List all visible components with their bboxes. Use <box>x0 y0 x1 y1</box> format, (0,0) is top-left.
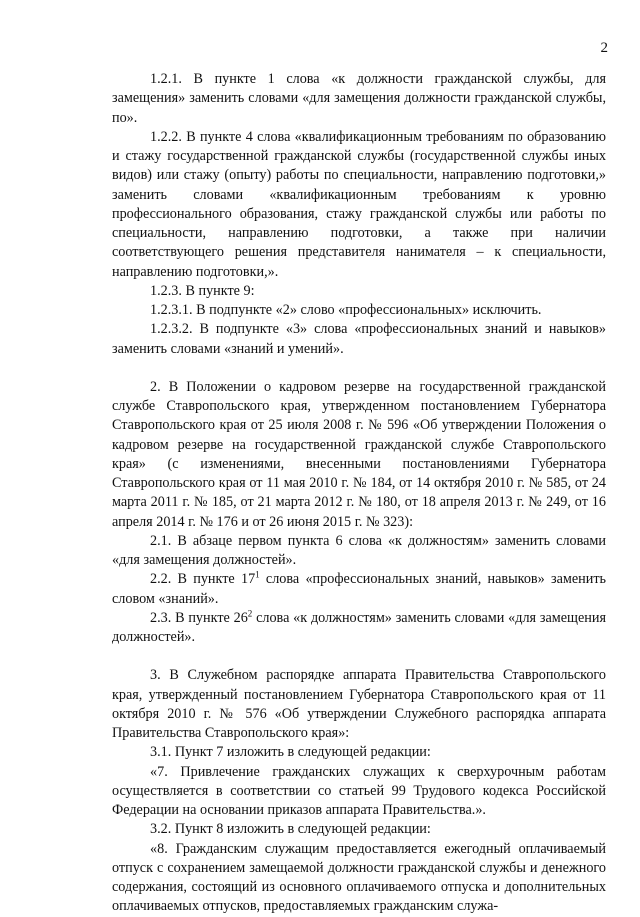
paragraph-2-3-start: 2.3. В пункте 26 <box>150 609 248 626</box>
page-number: 2 <box>600 40 608 56</box>
paragraph-1-2-3-1: 1.2.3.1. В подпункте «2» слово «профессиональных» исключить. <box>150 302 542 318</box>
paragraph-1-2-2: 1.2.2. В пункте 4 слова «квалификационным требованиям по образованию и стажу государственной гражданской службы (государственной службы иных видов) или стажу (опыту) работы по специальности, направлению подготовки,» заменить словами «квалификационным требованиям к уровню профессионального образования, стажу гражданской службы или работы по специальности, направлению подготовки, а также при наличии соответствующего решения представителя нанимателя – к специальности, направлению подготовки,». <box>112 128 606 280</box>
paragraph-1-2-3-2: 1.2.3.2. В подпункте «3» слова «профессиональных знаний и навыков» заменить словами «знаний и умений». <box>112 321 606 357</box>
paragraph-3-1: 3.1. Пункт 7 изложить в следующей редакции: <box>150 744 431 761</box>
paragraph-3-2: 3.2. Пункт 8 изложить в следующей редакции: <box>150 821 431 838</box>
document-body <box>112 70 606 917</box>
paragraph-3: 3. В Служебном распорядке аппарата Правительства Ставропольского края, утвержденный постановлением Губернатора Ставропольского края от 11 октября 2010 г. № 576 «Об утверждении Служебного распорядка аппарата Правительства Ставропольского края»: <box>112 667 606 741</box>
paragraph-3-1-text: «7. Привлечение гражданских служащих к сверхурочным работам осуществляется в соответствии со статьей 99 Трудового кодекса Российской Федерации на основании приказов аппарата Правительства.». <box>112 763 606 818</box>
paragraph-2-2-end: слова «профессиональных знаний, навыков» заменить словом «знаний». <box>112 571 607 607</box>
paragraph-gap <box>112 359 606 378</box>
paragraph-2-2-start: 2.2. В пункте 17 <box>150 571 256 588</box>
paragraph-gap <box>112 647 606 666</box>
paragraph-2: 2. В Положении о кадровом резерве на государственной гражданской службе Ставропольского края, утвержденном постановлением Губернатора Ставропольского края от 25 июля 2008 г. № 596 «Об утверждении Положения о кадровом резерве на государственной гражданской службе Ставропольского края» (с изменениями, внесенными постановлениями Губернатора Ставропольского края от 11 мая 2010 г. № 184, от 14 октября 2010 г. № 585, от 24 марта 2011 г. № 185, от 21 марта 2012 г. № 180, от 18 апреля 2013 г. № 249, от 16 апреля 2014 г. № 176 и от 26 июня 2015 г. № 323): <box>112 378 606 530</box>
paragraph-2-1: 2.1. В абзаце первом пункта 6 слова «к должностям» заменить словами «для замещения должностей». <box>112 532 606 568</box>
paragraph-1-2-3: 1.2.3. В пункте 9: <box>150 282 255 299</box>
superscript-1: 1 <box>255 569 260 580</box>
paragraph-2-3 <box>112 609 606 648</box>
paragraph-3-2-text: «8. Гражданским служащим предоставляется ежегодный оплачиваемый отпуск с сохранением замещаемой должности гражданской службы и денежного содержания, состоящий из основного оплачиваемого отпуска и дополнительных оплачиваемых отпусков, предоставляемых гражданским служа- <box>112 840 606 915</box>
superscript-2: 2 <box>247 608 253 619</box>
paragraph-1-2-1: 1.2.1. В пункте 1 слова «к должности гражданской службы, для замещения» заменить словами «для замещения должности гражданской службы, по». <box>112 71 606 126</box>
paragraph-2-3-end: слова «к должностям» заменить словами «для замещения должностей». <box>112 609 606 645</box>
paragraph-2-2 <box>112 570 606 609</box>
